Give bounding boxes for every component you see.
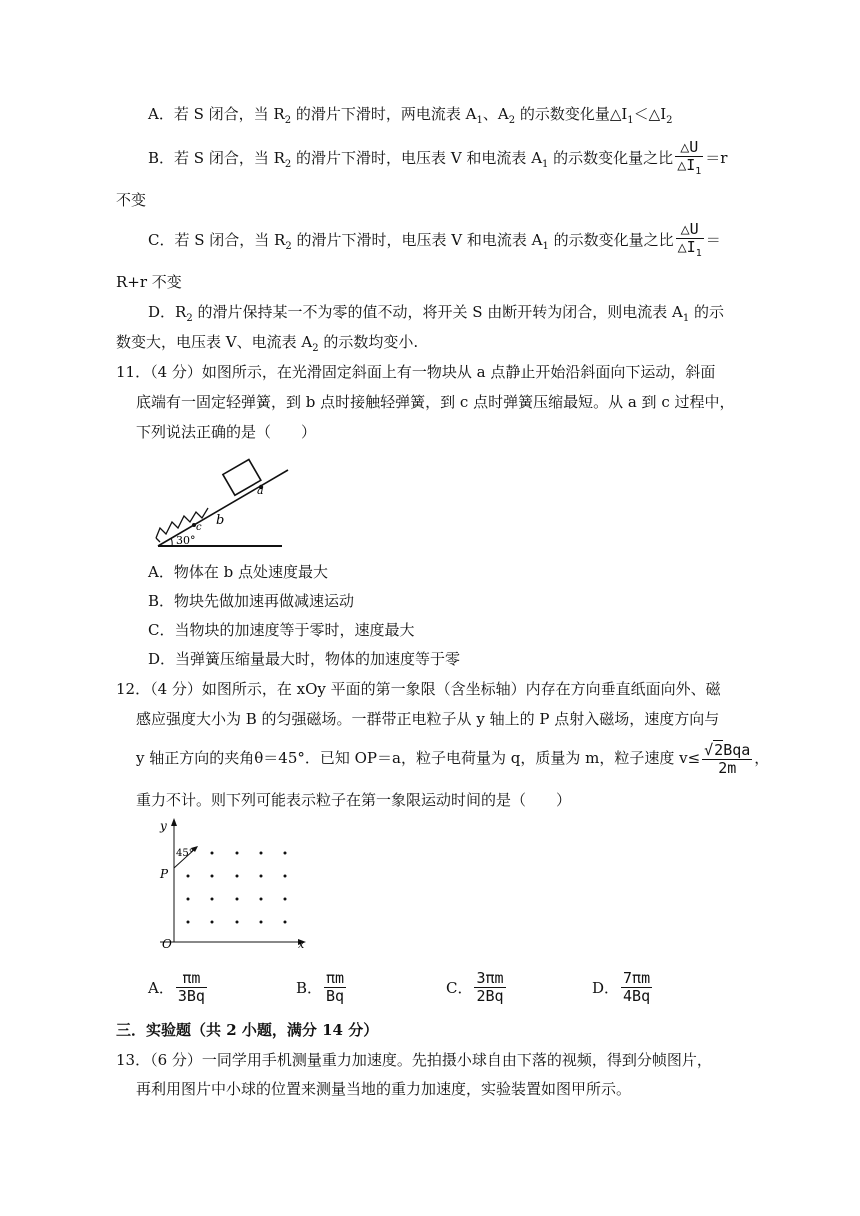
q11-option-d: D．当弹簧压缩量最大时，物体的加速度等于零	[148, 650, 461, 668]
q10-option-b: B．若 S 闭合，当 $R_2$ 的滑片下滑时，电压表 V 和电流表 $A_1$ 的示数变化量之比 $\frac{\triangle U}{\triangle I_1}$ ＝r	[148, 136, 727, 187]
q11-option-a: A．物体在 b 点处速度最大	[148, 563, 328, 581]
q11-option-c: C．当物块的加速度等于零时，速度最大	[148, 621, 415, 639]
x-axis-label: x	[298, 938, 305, 950]
angle-label: 45°	[176, 848, 194, 859]
q10-option-c-cont: R+r 不变	[116, 273, 182, 291]
q11-stem-3: 下列说法正确的是（ ）	[136, 423, 317, 441]
q10-option-b-cont: 不变	[116, 191, 147, 209]
q13-stem-2: 再利用图片中小球的位置来测量当地的重力加速度，实验装置如图甲所示。	[136, 1080, 632, 1098]
label-angle: 30°	[176, 534, 196, 547]
section-title: 三．实验题（共 2 小题，满分 14 分）	[116, 1021, 379, 1039]
q11-stem-1: 11．（4 分）如图所示，在光滑固定斜面上有一物块从 a 点静止开始沿斜面向下运动，斜面	[116, 363, 716, 381]
velocity-bound-fraction: $\frac{\text{√2Bqa}}{2m}$	[704, 740, 751, 777]
label-c: c	[196, 522, 202, 533]
q12-option-a: A． $\frac{\pi m}{3Bq}$	[148, 969, 205, 1005]
q12-option-c: C． $\frac{3\pi m}{2Bq}$	[446, 969, 504, 1005]
q12-stem-4: 重力不计。则下列可能表示粒子在第一象限运动时间的是（ ）	[136, 791, 572, 809]
q10-option-d: D．$R_2$ 的滑片保持某一不为零的值不动，将开关 S 由断开转为闭合，则电流表 $A_1$ 的示	[148, 303, 725, 324]
ratio-fraction: $\frac{\triangle U}{\triangle I_1}$	[677, 219, 702, 259]
origin-label: O	[162, 937, 172, 950]
field-dots	[187, 852, 287, 924]
q12-stem-3: y 轴正方向的夹角θ＝45°．已知 OP＝a，粒子电荷量为 q，质量为 m，粒子速度 v≤ $\frac{\text{√2Bqa}}{2m}$ ，	[136, 740, 770, 777]
label-a: a	[257, 484, 264, 497]
y-axis-label: y	[160, 819, 167, 833]
q12-stem-1: 12．（4 分）如图所示，在 xOy 平面的第一象限（含坐标轴）内存在方向垂直纸面向外、磁	[116, 680, 721, 698]
q11-option-b: B．物块先做加速再做减速运动	[148, 592, 355, 610]
q10-option-a: A．若 S 闭合，当 $R_2$ 的滑片下滑时，两电流表 $A_1$、$A_2$ 的示数变化量$\triangle I_1<\triangle I_2$	[148, 105, 673, 126]
q12-option-d: D． $\frac{7\pi m}{4Bq}$	[592, 969, 651, 1005]
q13-stem-1: 13．（6 分）一同学用手机测量重力加速度。先拍摄小球自由下落的视频，得到分帧图片，	[116, 1051, 712, 1069]
ratio-fraction: $\frac{\triangle U}{\triangle I_1}$	[677, 137, 702, 177]
magnetic-field-figure	[150, 816, 310, 950]
incline-spring-figure	[150, 450, 290, 550]
q11-stem-2: 底端有一固定轻弹簧，到 b 点时接触轻弹簧，到 c 点时弹簧压缩最短。从 a 到 c 过程中，	[136, 393, 735, 411]
q10-option-c: C．若 S 闭合，当 $R_2$ 的滑片下滑时，电压表 V 和电流表 $A_1$ 的示数变化量之比 $\frac{\triangle U}{\triangle I_1}$ ＝	[148, 218, 721, 269]
q12-option-b: B． $\frac{\pi m}{Bq}$	[296, 969, 345, 1005]
point-p-label: P	[160, 867, 169, 881]
label-b: b	[216, 513, 225, 528]
q12-stem-2: 感应强度大小为 B 的匀强磁场。一群带正电粒子从 y 轴上的 P 点射入磁场，速度方向与	[136, 710, 720, 728]
q10-option-d-cont: 数变大，电压表 V、电流表 $A_2$ 的示数均变小.	[116, 333, 419, 354]
